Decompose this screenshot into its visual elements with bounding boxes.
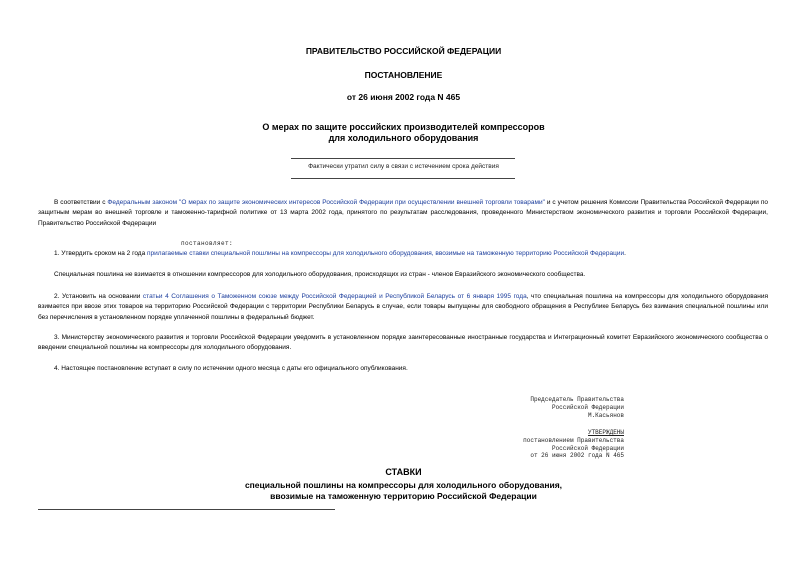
rates-divider [38,509,335,510]
item-4-paragraph: 4. Настоящее постановление вступает в силу по истечении одного месяца с даты его официального опубликования. [54,365,408,372]
preamble-paragraph [38,198,768,229]
document-date-number: от 26 июня 2002 года N 465 [346,92,461,102]
rates-title: СТАВКИ [385,467,422,477]
approval-line4: от 26 июня 2002 года N 465 [530,452,624,460]
item-2-text-end: , что специальная пошлина на компрессоры для холодильного оборудования взимается при ввозе этих товаров на территорию Российской Федерации с территории Республики Беларусь в случае, если товары выпущены для свободного обращения в Республике Беларусь без взимания специальной пошлины или без перечисления в установленном порядке уплаченной пошлины в федеральный бюджет. [38,293,768,321]
rates-subtitle-line2: ввозимые на таможенную территорию Российской Федерации [270,491,537,501]
approval-heading: УТВЕРЖДЕНЫ [587,429,624,436]
item-1-end: . [624,250,626,257]
document-type: ПОСТАНОВЛЕНИЕ [364,70,443,80]
item-1-paragraph [38,249,768,259]
rates-link[interactable]: прилагаемые ставки специальной пошлины на компрессоры для холодильного оборудования, ввозимые на таможенную территорию Российской Федерации [147,250,625,257]
item-3-paragraph: 3. Министерству экономического развития и торговли Российской Федерации уведомить в установленном порядке заинтересованные иностранные государства и Интеграционный комитет Евразийского экономического сообщества о введении специальной пошлины на компрессоры для холодильного оборудования. [38,334,768,352]
item-1-text: 1. Утвердить сроком на 2 года [54,250,148,257]
item-2-text-start: 2. Установить на основании [54,293,143,300]
approval-line3: Российской Федерации [551,444,624,452]
signature-title: Председатель Правительства [530,396,624,403]
approval-block [523,429,624,460]
customs-union-agreement-link[interactable]: статьи 4 Соглашения о Таможенном союзе между Российской Федерацией и Республикой Беларусь от 6 января 1995 года [142,293,527,300]
divider-bottom [291,178,515,179]
approval-line2: постановлением Правительства [523,436,624,444]
decree-word: постановляет: [181,240,234,247]
signature-block [530,396,624,419]
rates-subtitle-line1: специальной пошлины на компрессоры для холодильного оборудования, [244,480,563,490]
government-heading: ПРАВИТЕЛЬСТВО РОССИЙСКОЙ ФЕДЕРАЦИИ [305,46,502,56]
federal-law-link[interactable]: Федеральным законом "О мерах по защите экономических интересов Российской Федерации при осуществлении внешней торговли товарами" [107,199,545,206]
signature-name: М.Касьянов [587,411,624,419]
document-title-line1: О мерах по защите российских производителей компрессоров [262,122,545,132]
document-title-line2: для холодильного оборудования [328,133,479,143]
divider-top [291,158,515,159]
item-1b-paragraph: Специальная пошлина не взимается в отношении компрессоров для холодильного оборудования, происходящих из стран - членов Евразийского экономического сообщества. [54,271,586,278]
status-note: Фактически утратил силу в связи с истечением срока действия [308,163,499,170]
preamble-text-end: и с учетом решения Комиссии Правительства Российской Федерации по защитным мерам во внешней торговле и таможенно-тарифной политике от 13 марта 2002 года, принятого по результатам расследования, проведенного Министерством экономического развития и торговли Российской Федерации, Правительство Российской Федерации [38,199,769,227]
signature-country: Российской Федерации [551,403,624,411]
item-2-paragraph [38,292,768,323]
preamble-text-start: В соответствии с [54,199,108,206]
